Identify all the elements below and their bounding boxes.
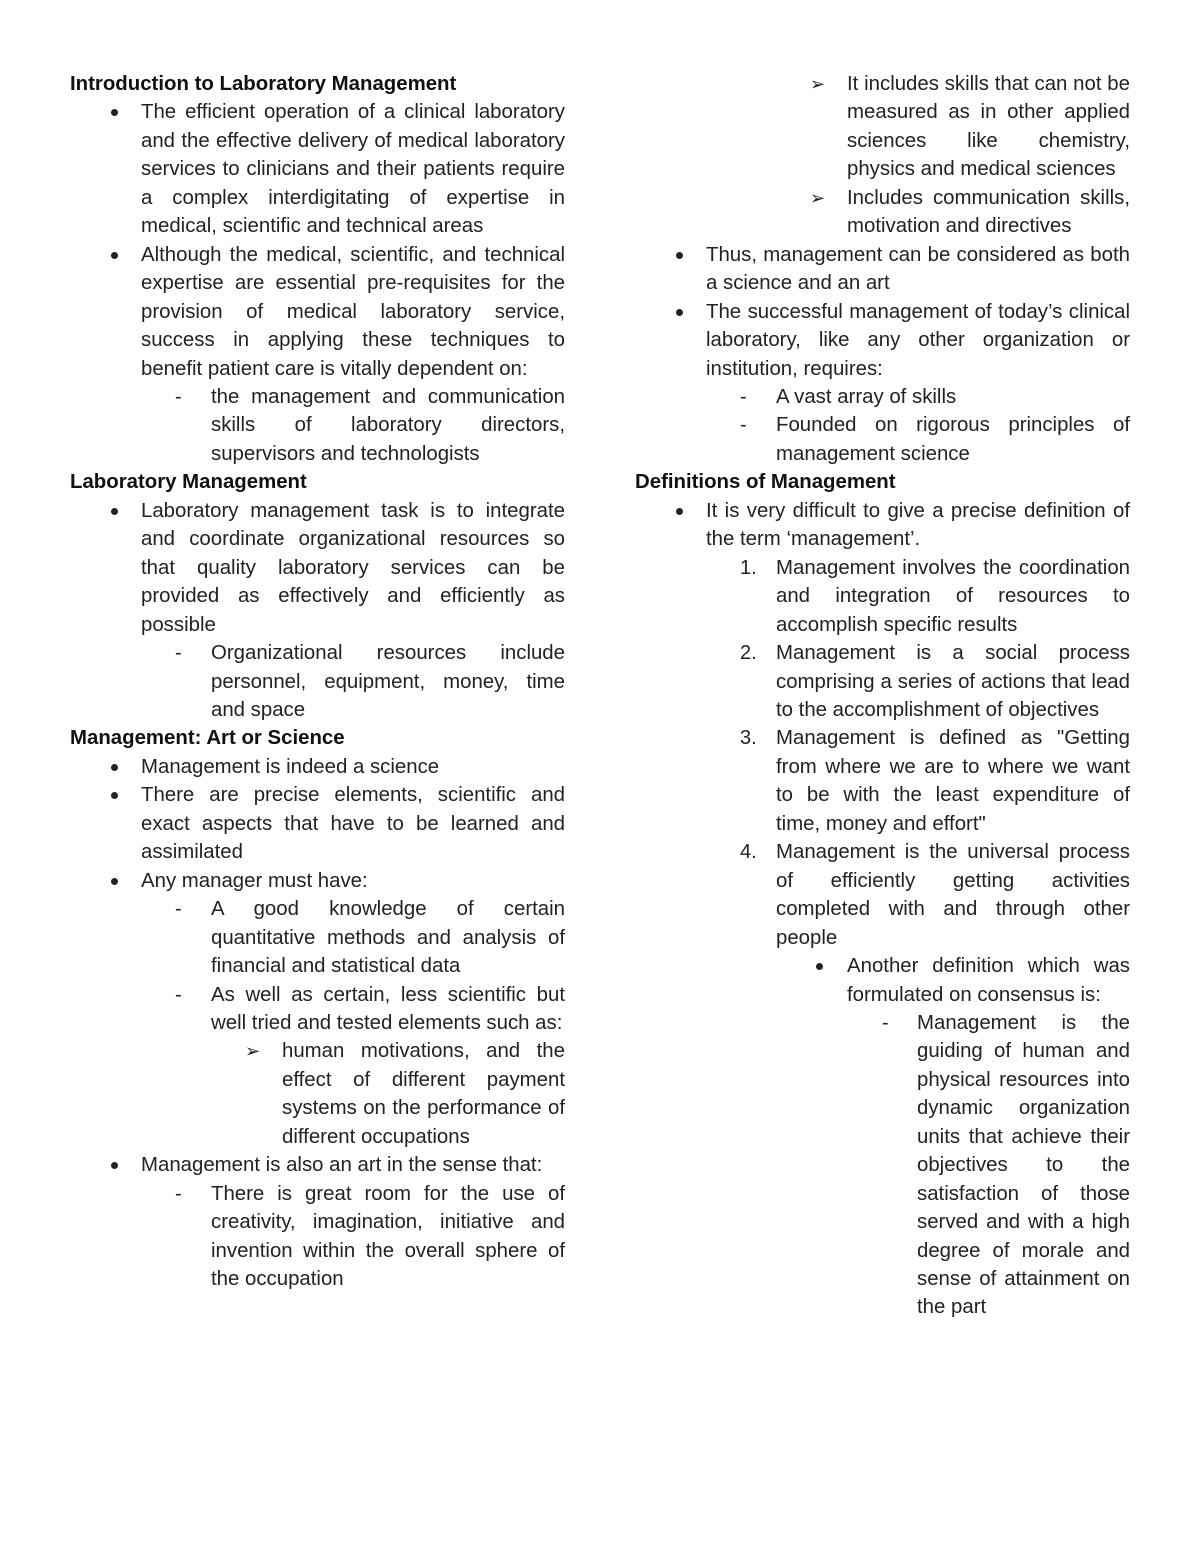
- numbered-item: [635, 639, 1130, 724]
- dash-marker: -: [175, 898, 182, 921]
- arrow-bullet-icon: ➢: [245, 1041, 261, 1062]
- dash-item: [70, 639, 565, 724]
- dash-marker: -: [175, 1182, 182, 1205]
- left-column: [70, 70, 565, 1293]
- arrow-item: [635, 184, 1130, 241]
- bullet-icon: [676, 309, 683, 316]
- numbered-text: Management involves the coordination and integration of resources to accomplish specific results: [776, 556, 1130, 636]
- dash-item: [70, 981, 565, 1038]
- dash-marker: -: [882, 1011, 889, 1034]
- dash-marker: -: [175, 983, 182, 1006]
- dash-text: A vast array of skills: [776, 385, 957, 408]
- dash-text: Management is the guiding of human and physical resources into dynamic organization units that achieve their objectives to the satisfaction of those served and with a high degree of morale and sense of attainment on the part: [917, 1011, 1130, 1319]
- bullet-text: Another definition which was formulated on consensus is:: [847, 955, 1130, 1006]
- arrow-text: Includes communication skills, motivation and directives: [847, 186, 1130, 238]
- numbered-text: Management is the universal process of efficiently getting activities completed with and through other people: [776, 841, 1130, 949]
- bullet-text: The efficient operation of a clinical laboratory and the effective delivery of medical laboratory services to clinicians and their patients require a complex interdigitating of expertise in medical, scientific and technical areas: [141, 101, 565, 238]
- bullet-icon: [676, 508, 683, 515]
- bullet-item: [70, 781, 565, 866]
- bullet-text: Management is indeed a science: [141, 755, 440, 778]
- numbered-item: [635, 554, 1130, 639]
- bullet-icon: [816, 963, 823, 970]
- bullet-text: There are precise elements, scientific and exact aspects that have to be learned and assimilated: [141, 784, 565, 864]
- bullet-text: The successful management of today’s clinical laboratory, like any other organization or institution, requires:: [706, 300, 1130, 380]
- arrow-item: [70, 1037, 565, 1151]
- bullet-item: [70, 497, 565, 639]
- dash-text: There is great room for the use of creativity, imagination, initiative and invention within the overall sphere of the occupation: [211, 1182, 565, 1291]
- dash-item: [70, 383, 565, 468]
- number-marker: 2.: [740, 642, 757, 665]
- dash-marker: -: [740, 385, 747, 408]
- bullet-item: [635, 497, 1130, 554]
- dash-item: [635, 1009, 1130, 1322]
- dash-item: [635, 383, 1130, 411]
- bullet-text: Although the medical, scientific, and technical expertise are essential pre-requisites for the provision of medical laboratory service, success in applying these techniques to benefit patient care is vitally dependent on:: [141, 243, 565, 380]
- dash-text: As well as certain, less scientific but well tried and tested elements such as:: [211, 983, 565, 1034]
- arrow-item: [635, 70, 1130, 184]
- numbered-item: [635, 838, 1130, 952]
- bullet-icon: [111, 764, 118, 771]
- section-heading-introduction: Introduction to Laboratory Management: [70, 73, 457, 95]
- bullet-item: [70, 753, 565, 781]
- arrow-text: human motivations, and the effect of different payment systems on the performance of different occupations: [282, 1040, 565, 1148]
- number-marker: 4.: [740, 841, 757, 864]
- dash-marker: -: [175, 385, 182, 408]
- bullet-text: Thus, management can be considered as both a science and an art: [706, 243, 1130, 295]
- numbered-text: Management is a social process comprising a series of actions that lead to the accomplishment of objectives: [776, 642, 1130, 721]
- bullet-icon: [111, 1162, 118, 1169]
- bullet-item: [70, 241, 565, 383]
- bullet-icon: [111, 792, 118, 799]
- dash-text: A good knowledge of certain quantitative methods and analysis of financial and statistical data: [211, 898, 565, 978]
- number-marker: 3.: [740, 727, 757, 750]
- right-column: [635, 70, 1130, 1322]
- bullet-item: [635, 298, 1130, 383]
- bullet-text: Any manager must have:: [141, 869, 368, 892]
- dash-item: [635, 411, 1130, 468]
- bullet-item: [70, 1151, 565, 1179]
- bullet-text: It is very difficult to give a precise definition of the term ‘management’.: [706, 499, 1130, 551]
- bullet-item: [635, 241, 1130, 298]
- dash-text: the management and communication skills of laboratory directors, supervisors and technologists: [211, 385, 565, 465]
- arrow-bullet-icon: ➢: [810, 74, 826, 94]
- dash-marker: -: [175, 642, 182, 665]
- bullet-icon: [111, 252, 118, 259]
- section-heading-art-or-science: Management: Art or Science: [70, 727, 345, 750]
- bullet-icon: [111, 508, 118, 515]
- section-heading-definitions: Definitions of Management: [635, 471, 896, 494]
- number-marker: 1.: [740, 556, 757, 579]
- bullet-icon: [111, 878, 118, 885]
- arrow-bullet-icon: ➢: [810, 187, 826, 208]
- bullet-item: [635, 952, 1130, 1009]
- section-heading-laboratory-management: Laboratory Management: [70, 471, 307, 494]
- numbered-text: Management is defined as "Getting from where we are to where we want to be with the least expenditure of time, money and effort": [776, 727, 1130, 835]
- dash-marker: -: [740, 414, 747, 437]
- dash-item: [70, 1180, 565, 1294]
- bullet-item: [70, 98, 565, 240]
- arrow-text: It includes skills that can not be measured as in other applied sciences like chemistry, physics and medical sciences: [847, 73, 1130, 181]
- bullet-item: [70, 867, 565, 895]
- dash-text: Founded on rigorous principles of management science: [776, 414, 1130, 465]
- bullet-text: Management is also an art in the sense that:: [141, 1154, 543, 1177]
- bullet-icon: [111, 109, 118, 116]
- numbered-item: [635, 724, 1130, 838]
- dash-item: [70, 895, 565, 980]
- bullet-icon: [676, 252, 683, 259]
- dash-text: Organizational resources include personnel, equipment, money, time and space: [211, 642, 565, 721]
- bullet-text: Laboratory management task is to integrate and coordinate organizational resources so that quality laboratory services can be provided as effectively and efficiently as possible: [141, 499, 565, 636]
